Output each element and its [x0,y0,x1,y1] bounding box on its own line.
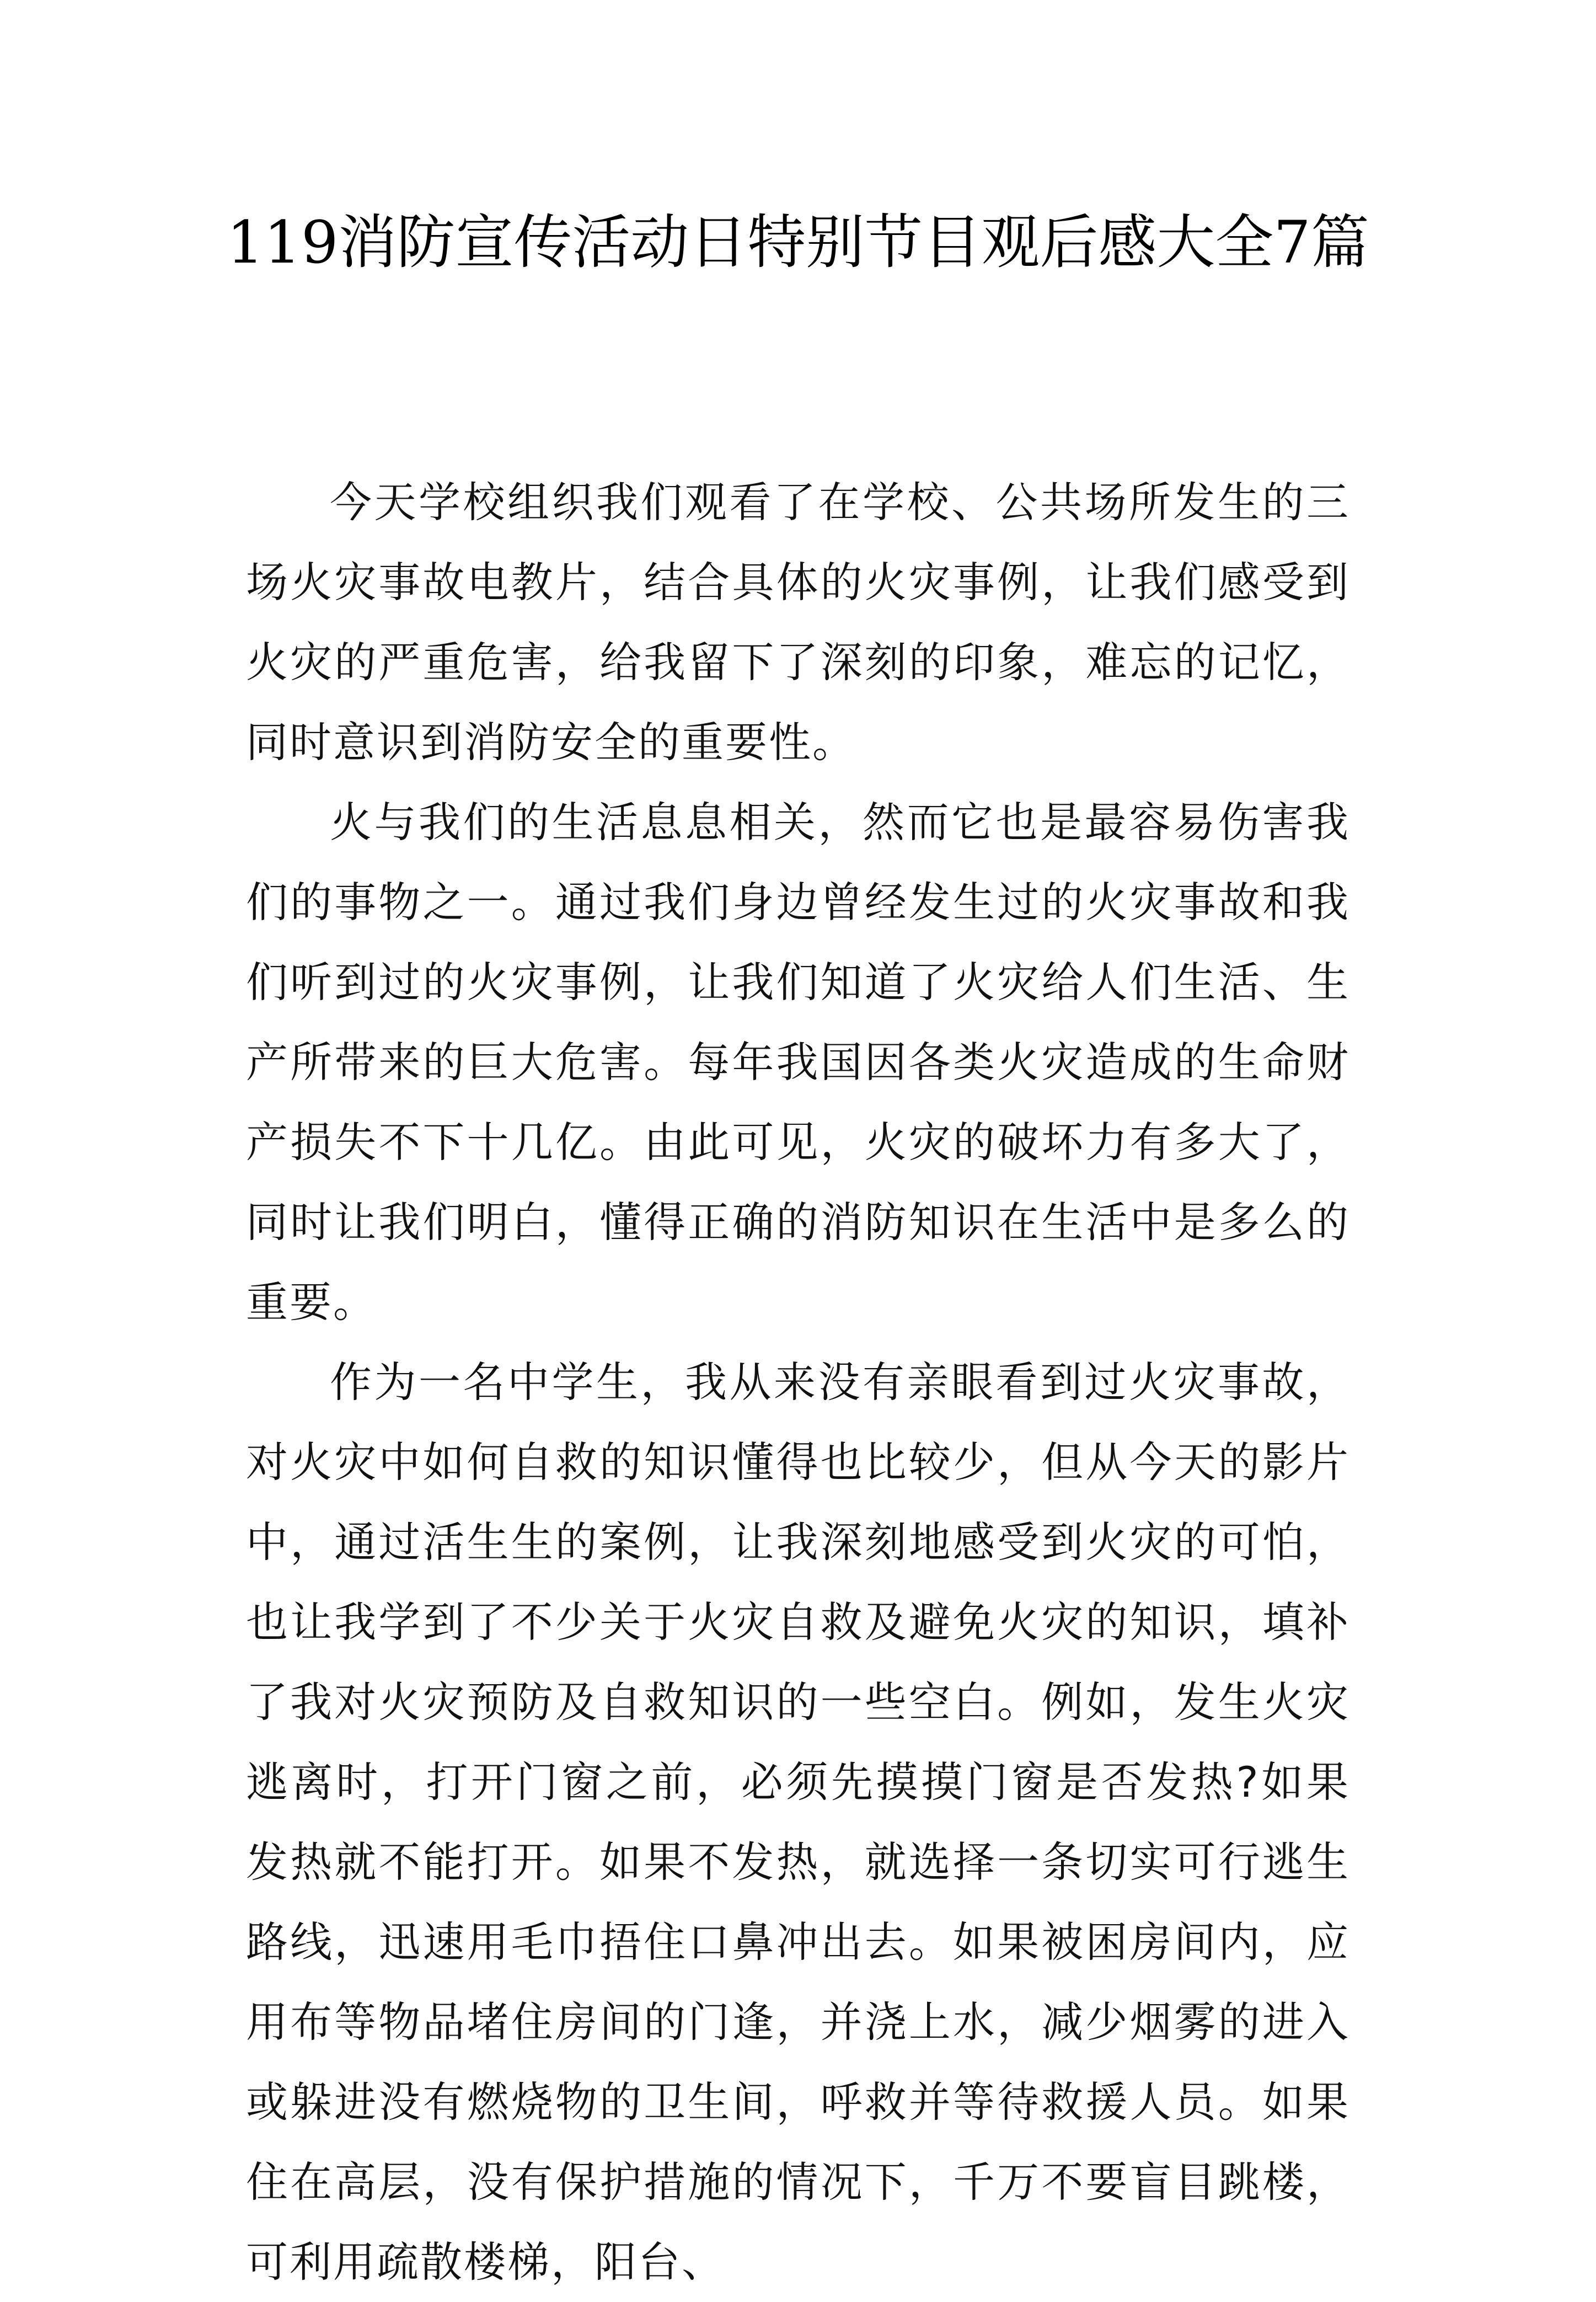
document-title: 119消防宣传活动日特别节目观后感大全7篇 [227,209,1369,276]
paragraph-3: 作为一名中学生，我从来没有亲眼看到过火灾事故，对火灾中如何自救的知识懂得也比较少，但从今天的影片中，通过活生生的案例，让我深刻地感受到火灾的可怕，也让我学到了不少关于火灾自救及避免火灾的知识，填补了我对火灾预防及自救知识的一些空白。例如，发生火灾逃离时，打开门窗之前，必须先摸摸门窗是否发热?如果发热就不能打开。如果不发热，就选择一条切实可行逃生路线，迅速用毛巾捂住口鼻冲出去。如果被困房间内，应用布等物品堵住房间的门逢，并浇上水，减少烟雾的进入或躲进没有燃烧物的卫生间，呼救并等待救援人员。如果住在高层，没有保护措施的情况下，千万不要盲目跳楼，可利用疏散楼梯，阳台、 [246,1358,1350,2287]
paragraph-1: 今天学校组织我们观看了在学校、公共场所发生的三场火灾事故电教片，结合具体的火灾事例，让我们感受到火灾的严重危害，给我留下了深刻的印象，难忘的记忆，同时意识到消防安全的重要性。 [246,478,1350,767]
paragraph-2: 火与我们的生活息息相关，然而它也是最容易伤害我们的事物之一。通过我们身边曾经发生过的火灾事故和我们听到过的火灾事例，让我们知道了火灾给人们生活、生产所带来的巨大危害。每年我国因各类火灾造成的生命财产损失不下十几亿。由此可见，火灾的破坏力有多大了，同时让我们明白，懂得正确的消防知识在生活中是多么的重要。 [246,798,1350,1327]
document-body [246,462,1350,2302]
